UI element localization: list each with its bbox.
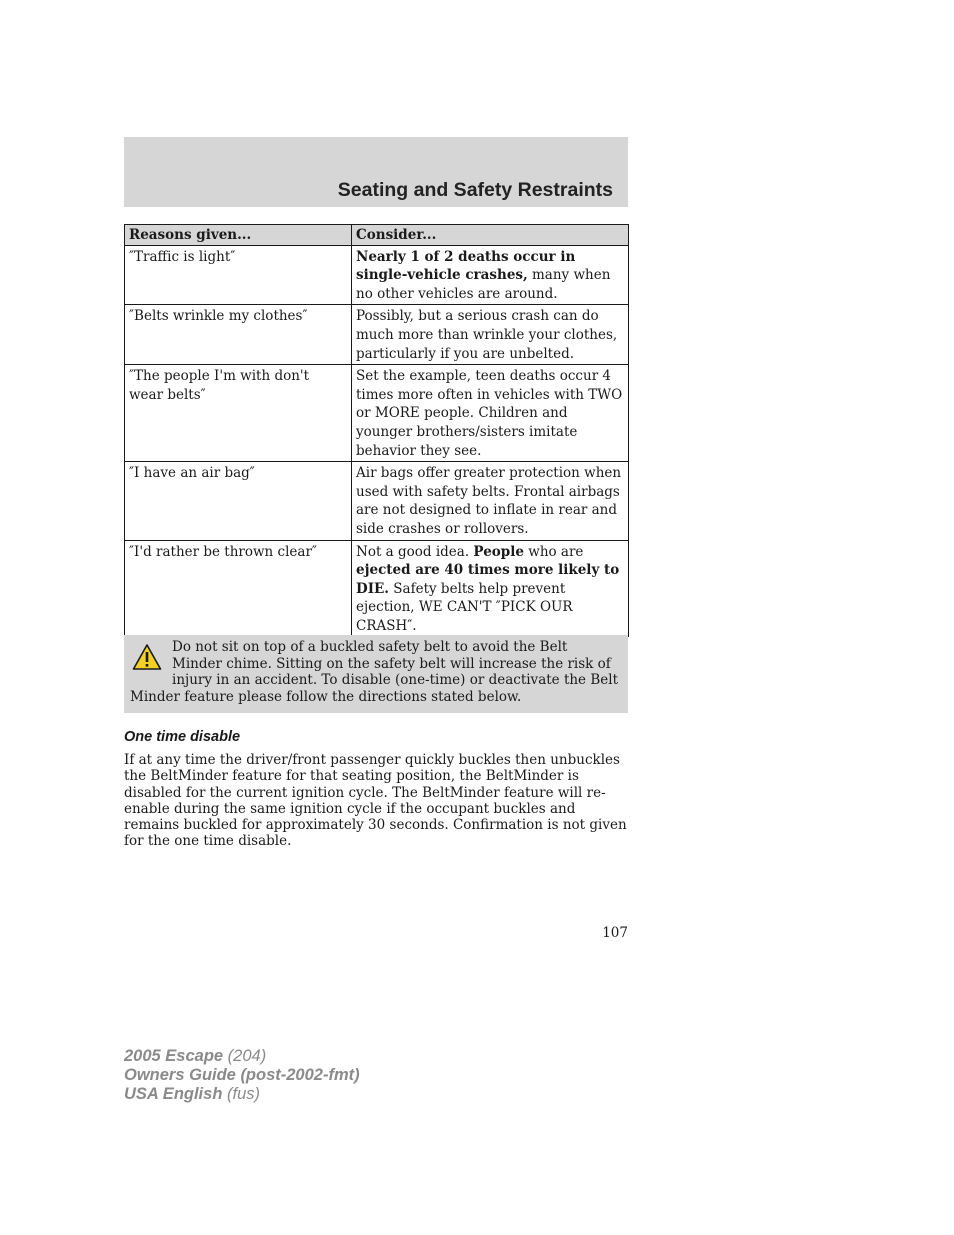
reason-cell: ″I have an air bag″	[125, 462, 352, 540]
section-body: If at any time the driver/front passenger quickly buckles then unbuckles the BeltMinder feature for that seating position, the BeltMinder is disabled for the current ignition cycle. The BeltMinder feature will re-enable during the same ignition cycle if the occupant buckles and remains buckled for approximately 30 seconds. Confirmation is not given for the one time disable.	[124, 752, 627, 850]
table-row	[125, 365, 629, 462]
warning-triangle-icon	[132, 643, 162, 671]
page-number: 107	[602, 925, 628, 941]
footer-model: 2005 Escape	[124, 1047, 224, 1065]
consider-text: Safety belts help prevent ejection, WE CAN'T ″PICK OUR CRASH″.	[356, 580, 573, 634]
footer-language: USA English	[124, 1085, 223, 1103]
reasons-table	[124, 224, 629, 637]
footer-language-code: (fus)	[222, 1085, 260, 1103]
footer-line-2: Owners Guide (post-2002-fmt)	[124, 1066, 360, 1084]
consider-text: who are	[523, 543, 584, 560]
footer-line-3	[124, 1085, 360, 1104]
column-header-consider: Consider...	[352, 225, 629, 246]
reason-cell: ″I'd rather be thrown clear″	[125, 540, 352, 637]
consider-cell	[352, 540, 629, 637]
header-band	[124, 137, 628, 207]
warning-box	[124, 635, 628, 713]
consider-bold-text: ejected are 40 times more likely to DIE.	[356, 562, 620, 597]
footer	[124, 1047, 360, 1104]
reason-cell: ″Belts wrinkle my clothes″	[125, 305, 352, 365]
reason-cell: ″The people I'm with don't wear belts″	[125, 365, 352, 462]
consider-bold-text: Nearly 1 of 2 deaths occur in single-vehicle crashes,	[356, 248, 576, 284]
section-heading: One time disable	[124, 729, 241, 745]
table-header-row	[125, 225, 629, 246]
consider-cell: Set the example, teen deaths occur 4 times more often in vehicles with TWO or MORE people. Children and younger brothers/sisters imitate behavior they see.	[352, 365, 629, 462]
consider-text: Not a good idea.	[356, 543, 474, 560]
warning-text: Do not sit on top of a buckled safety belt to avoid the Belt Minder chime. Sitting on the safety belt will increase the risk of injury in an accident. To disable (one-time) or deactivate the Belt Minder feature please follow the directions stated below.	[130, 639, 618, 705]
footer-line-1	[124, 1047, 360, 1066]
column-header-reasons: Reasons given...	[125, 225, 352, 246]
table-row	[125, 462, 629, 540]
table-row	[125, 540, 629, 637]
reason-cell: ″Traffic is light″	[125, 245, 352, 305]
table-row	[125, 305, 629, 365]
table-row	[125, 245, 629, 305]
consider-text: many when no other vehicles are around.	[356, 267, 611, 302]
footer-model-code: (204)	[223, 1047, 267, 1065]
consider-cell: Possibly, but a serious crash can do much more than wrinkle your clothes, particularly if you are unbelted.	[352, 305, 629, 365]
page-title: Seating and Safety Restraints	[337, 179, 613, 201]
consider-cell	[352, 245, 629, 305]
consider-bold-text: People	[473, 543, 524, 560]
consider-cell: Air bags offer greater protection when used with safety belts. Frontal airbags are not designed to inflate in rear and side crashes or rollovers.	[352, 462, 629, 540]
